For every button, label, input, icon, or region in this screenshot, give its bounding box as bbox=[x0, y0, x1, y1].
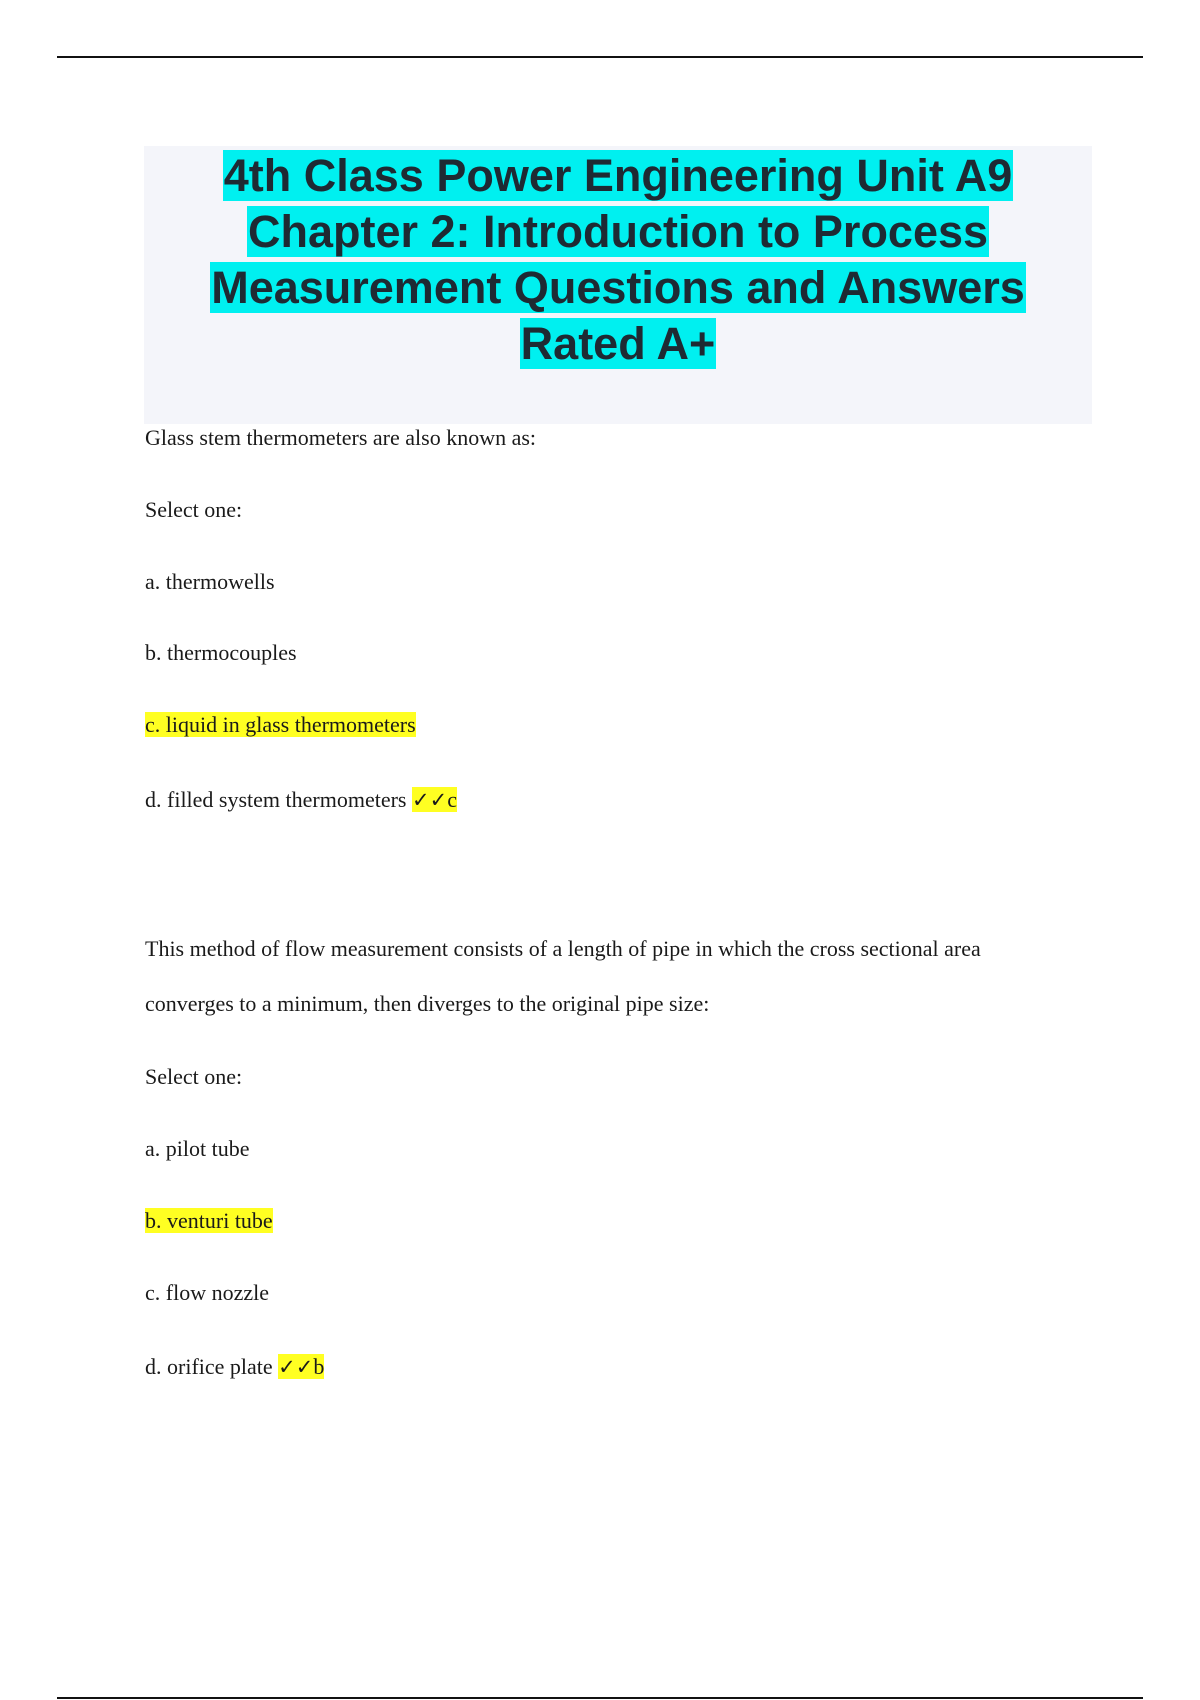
question-2-prompt-line-1: This method of flow measurement consists of a length of pipe in which the cross sectional area bbox=[145, 936, 981, 961]
question-2-option-c: c. flow nozzle bbox=[145, 1280, 269, 1305]
question-1-option-a: a. thermowells bbox=[145, 569, 275, 594]
question-2-answer-letter: b bbox=[313, 1354, 325, 1379]
question-2-option-b-highlight: b. venturi tube bbox=[145, 1208, 273, 1233]
top-rule bbox=[57, 56, 1143, 58]
question-2-answer-key bbox=[278, 1354, 324, 1379]
question-1-option-b: b. thermocouples bbox=[145, 640, 297, 665]
question-1-select-label: Select one: bbox=[145, 497, 243, 522]
question-1-option-c bbox=[145, 711, 416, 739]
question-2-select-label: Select one: bbox=[145, 1064, 243, 1089]
question-2-option-a: a. pilot tube bbox=[145, 1136, 250, 1161]
question-1-answer-letter: c bbox=[447, 787, 457, 812]
question-1-prompt: Glass stem thermometers are also known as: bbox=[145, 425, 537, 450]
title-box bbox=[144, 146, 1092, 424]
question-2-prompt-line-2: converges to a minimum, then diverges to the original pipe size: bbox=[145, 991, 710, 1016]
question-2-option-b bbox=[145, 1207, 273, 1235]
bottom-rule bbox=[57, 1697, 1143, 1699]
question-2-option-d-text: d. orifice plate bbox=[145, 1354, 273, 1379]
question-1-option-d bbox=[145, 786, 457, 814]
title-highlight: 4th Class Power Engineering Unit A9 Chapter 2: Introduction to Process Measurement Questions and Answers Rated A+ bbox=[211, 150, 1025, 369]
double-check-icon: ✓✓ bbox=[278, 1355, 314, 1379]
double-check-icon: ✓✓ bbox=[412, 788, 448, 812]
document-title bbox=[144, 146, 1092, 372]
question-1-option-d-text: d. filled system thermometers bbox=[145, 787, 407, 812]
question-2-option-d bbox=[145, 1353, 324, 1381]
question-1-option-c-highlight: c. liquid in glass thermometers bbox=[145, 712, 416, 737]
question-1-answer-key bbox=[412, 787, 457, 812]
